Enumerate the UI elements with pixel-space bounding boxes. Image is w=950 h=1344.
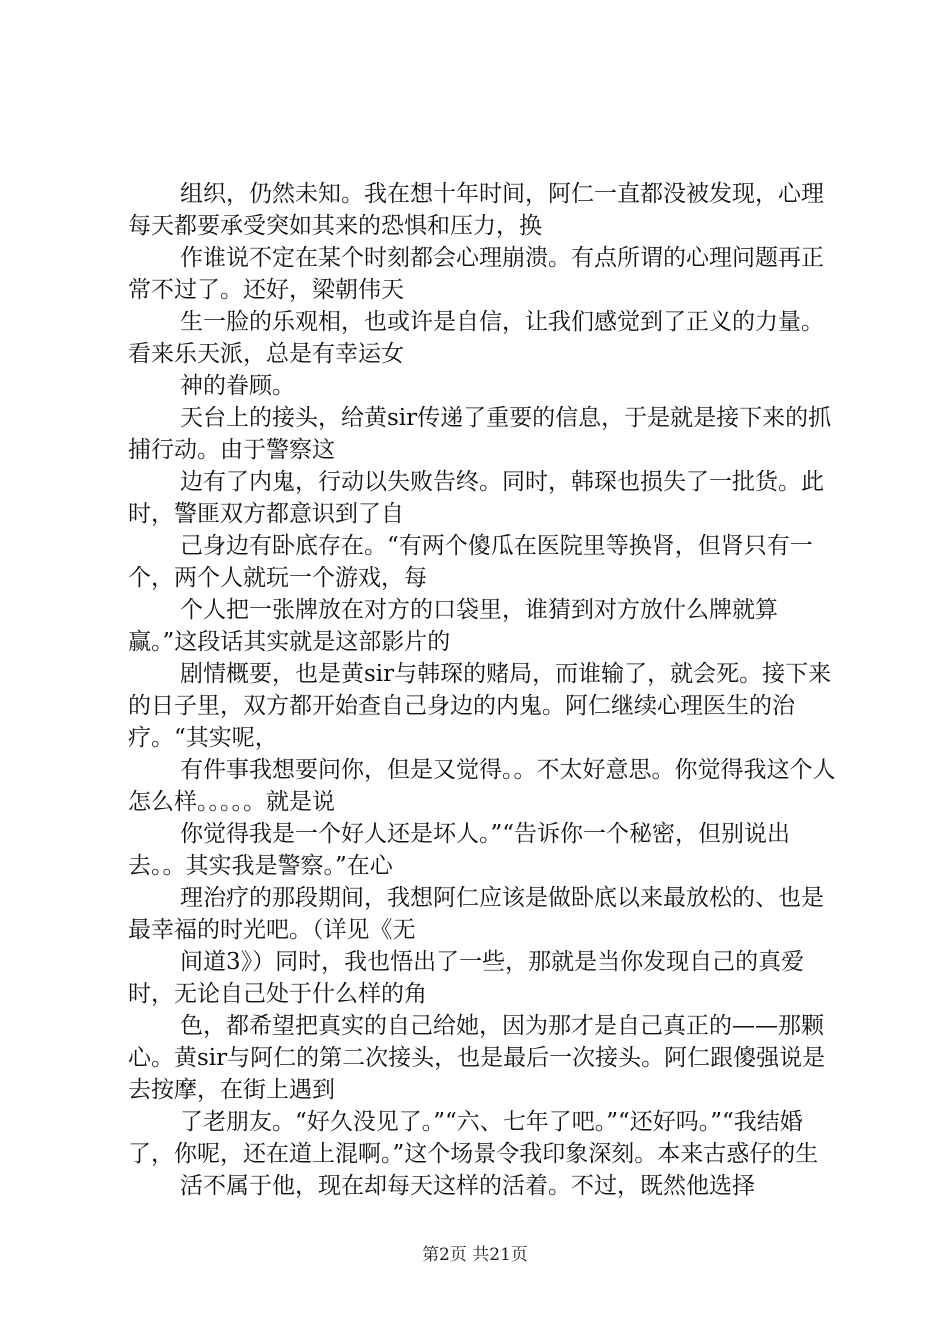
- paragraph: 你觉得我是一个好人还是坏人。”“告诉你一个秘密，但别说出去。。其实我是警察。”在心: [128, 821, 791, 879]
- paragraph: 剧情概要，也是黄sir与韩琛的赌局，而谁输了，就会死。接下来的日子里，双方都开始查自己身边的内鬼。阿仁继续心理医生的治疗。“其实呢，: [128, 661, 832, 751]
- paragraph: 作谁说不定在某个时刻都会心理崩溃。有点所谓的心理问题再正常不过了。还好，梁朝伟天: [128, 245, 824, 303]
- page-number-label: 第2页 共21页: [422, 1245, 528, 1265]
- paragraph: 有件事我想要问你，但是又觉得。。不太好意思。你觉得我这个人怎么样。。。。。就是说: [128, 757, 836, 815]
- paragraph: 活不属于他，现在却每天这样的活着。不过，既然他选择: [180, 1173, 755, 1199]
- paragraph: 间道3》）同时，我也悟出了一些，那就是当你发现自己的真爱时，无论自己处于什么样的角: [128, 949, 805, 1007]
- paragraph: 己身边有卧底存在。“有两个傻瓜在医院里等换肾，但肾只有一个，两个人就玩一个游戏，每: [128, 533, 813, 591]
- paragraph: 理治疗的那段期间，我想阿仁应该是做卧底以来最放松的、也是最幸福的时光吧。（详见《无: [128, 885, 824, 943]
- page-footer: [0, 1240, 950, 1265]
- document-body: [128, 178, 838, 1202]
- paragraph: 组织，仍然未知。我在想十年时间，阿仁一直都没被发现，心理每天都要承受突如其来的恐惧和压力，换: [128, 181, 824, 239]
- paragraph: 色，都希望把真实的自己给她，因为那才是自己真正的——那颗心。黄sir与阿仁的第二次接头，也是最后一次接头。阿仁跟傻强说是去按摩，在街上遇到: [128, 1013, 826, 1103]
- paragraph: 天台上的接头，给黄sir传递了重要的信息，于是就是接下来的抓捕行动。由于警察这: [128, 405, 832, 463]
- paragraph: 边有了内鬼，行动以失败告终。同时，韩琛也损失了一批货。此时，警匪双方都意识到了自: [128, 469, 824, 527]
- paragraph: 个人把一张牌放在对方的口袋里，谁猜到对方放什么牌就算赢。”这段话其实就是这部影片的: [128, 597, 778, 655]
- paragraph: 生一脸的乐观相，也或许是自信，让我们感觉到了正义的力量。看来乐天派，总是有幸运女: [128, 309, 824, 367]
- paragraph: 神的眷顾。: [180, 373, 295, 399]
- paragraph: 了老朋友。“好久没见了。”“六、七年了吧。”“还好吗。”“我结婚了，你呢，还在道上混啊。”这个场景令我印象深刻。本来古惑仔的生: [128, 1109, 819, 1167]
